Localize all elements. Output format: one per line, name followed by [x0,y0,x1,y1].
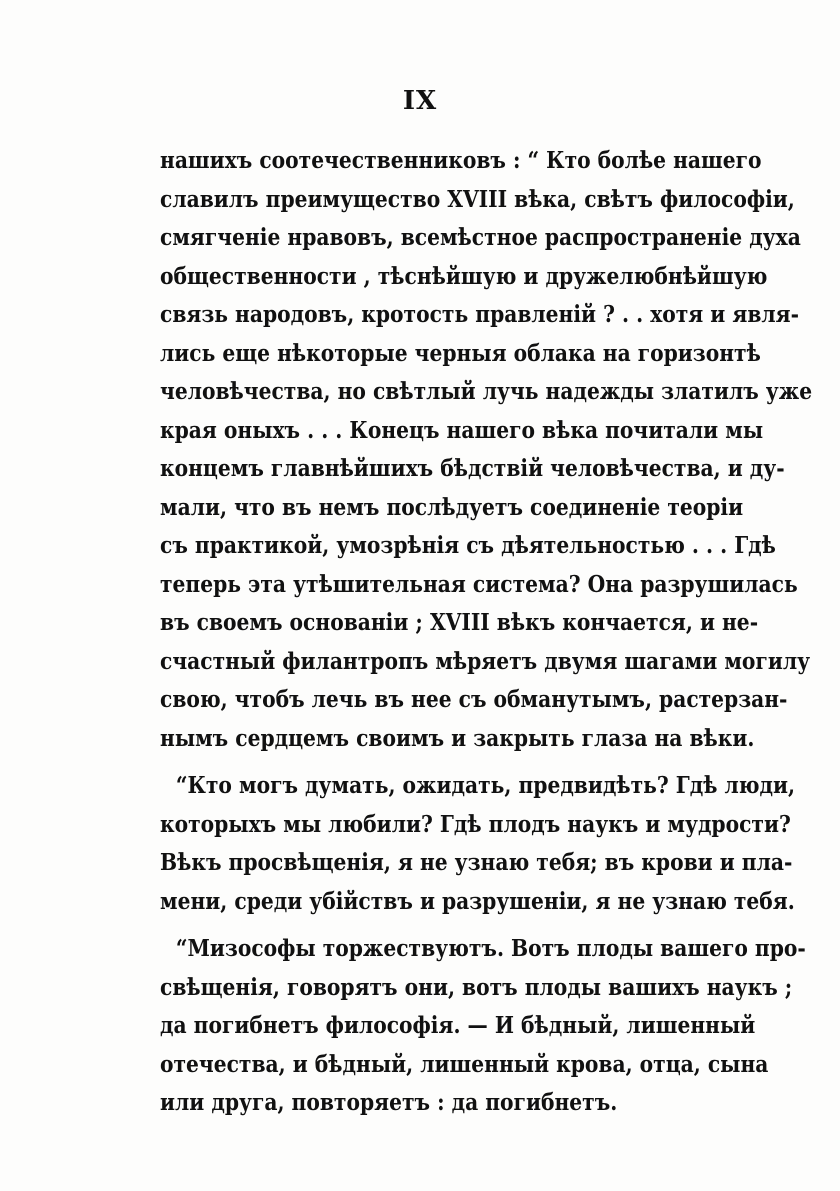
paragraph-gap [160,921,720,930]
text-line: теперь эта утѣшительная система? Она разрушилась [160,570,798,598]
text-line: или друга, повторяетъ : да погибнетъ. [160,1089,618,1116]
text-line: Вѣкъ просвѣщенія, я не узнаю тебя; въ крови и пла- [160,849,793,876]
text-line: съ практикой, умозрѣнія съ дѣятельностью . . . Гдѣ [160,532,776,559]
text-line: да погибнетъ философія. — И бѣдный, лишенный [160,1012,756,1039]
text-line: “Мизософы торжествуютъ. Вотъ плоды вашего про- [175,935,806,962]
body-text [160,142,813,1123]
text-line: свѣщенія, говорятъ они, вотъ плоды вашихъ наукъ ; [160,973,793,1001]
text-line: человѣчества, но свѣтлый лучь надежды златилъ уже [160,378,813,405]
text-line: нымъ сердцемъ своимъ и закрыть глаза на вѣки. [160,724,755,752]
paragraph-gap [160,758,720,767]
text-line: свою, чтобъ лечь въ нее съ обманутымъ, растерзан- [160,686,788,713]
text-line: въ своемъ основаніи ; XVIII вѣкъ кончается, и не- [160,609,759,636]
paragraph-3 [160,930,806,1123]
text-line: нашихъ соотечественниковъ : “ Кто болѣе нашего [160,147,762,174]
text-line: мени, среди убійствъ и разрушеніи, я не узнаю тебя. [160,887,795,915]
text-line: мали, что въ немъ послѣдуетъ соединеніе теоріи [160,493,744,521]
text-line: связь народовъ, кротость правленій ? . . хотя и явля- [160,301,800,328]
text-line: края оныхъ . . . Конецъ нашего вѣка почитали мы [160,416,764,444]
text-line: “Кто могъ думать, ожидать, предвидѣть? Гдѣ люди, [175,772,796,799]
text-line: общественности , тѣснѣйшую и дружелюбнѣйшую [160,262,768,290]
text-line: которыхъ мы любили? Гдѣ плодъ наукъ и мудрости? [160,810,791,838]
page-number: IX [402,86,438,116]
text-line: лись еще нѣкоторые черныя облака на горизонтѣ [160,339,761,367]
text-line: смягченіе нравовъ, всемѣстное распространеніе духа [160,224,801,251]
text-line: славилъ преимущество XVIII вѣка, свѣтъ философіи, [160,185,795,213]
paragraph-2 [160,767,796,921]
text-line: концемъ главнѣйшихъ бѣдствій человѣчества, и ду- [160,455,785,482]
text-line: отечества, и бѣдный, лишенный крова, отца, сына [160,1050,769,1078]
paragraph-1 [160,142,813,758]
text-line: счастный филантропъ мѣряетъ двумя шагами могилу [160,647,811,675]
